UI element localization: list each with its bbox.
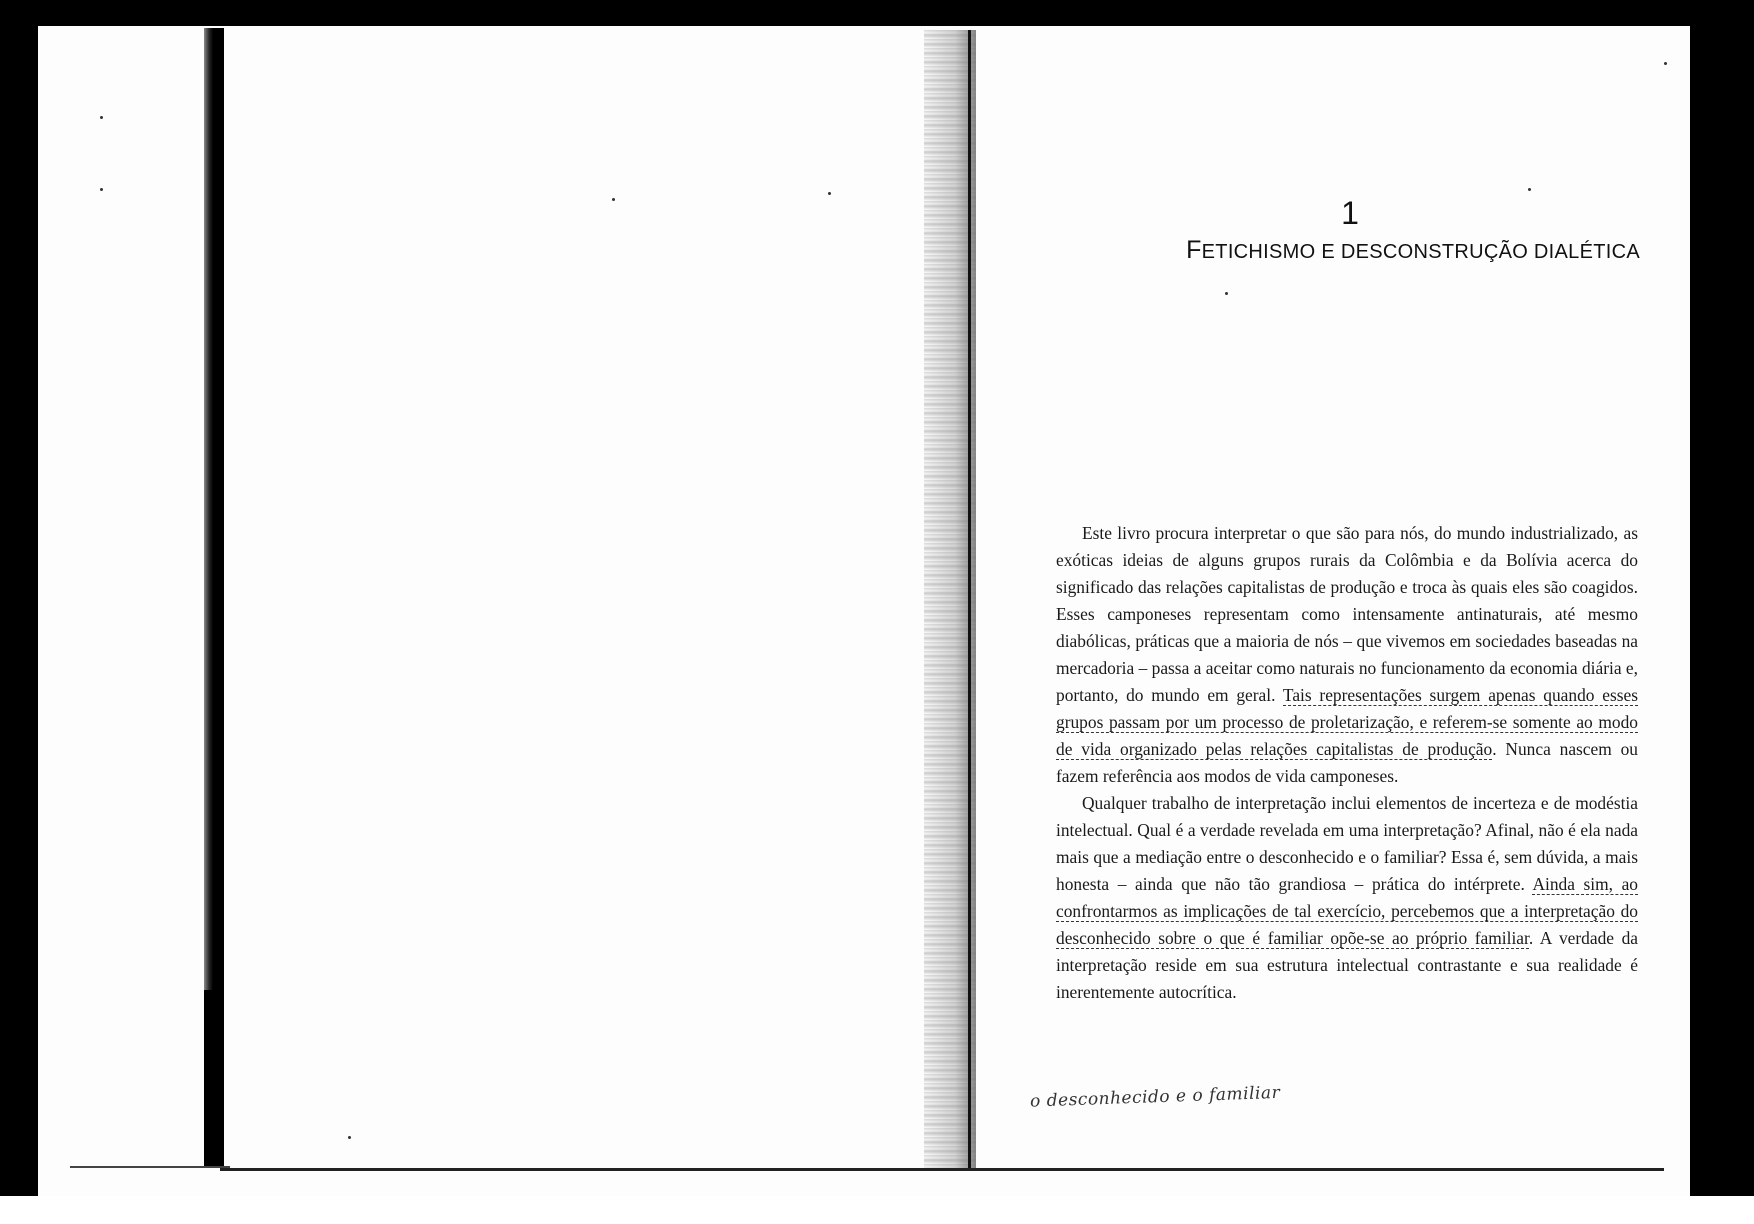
chapter-number: 1 [1341, 195, 1359, 231]
scan-speck [100, 116, 103, 119]
scan-speck [612, 198, 615, 201]
paragraph-2 [1056, 790, 1638, 1006]
chapter-title-rest: ETICHISMO E DESCONSTRUÇÃO DIALÉTICA [1201, 241, 1640, 263]
handwritten-annotation: o desconhecido e o familiar [1029, 1082, 1281, 1112]
page-bottom-edge [220, 1168, 1664, 1171]
scan-top-border [0, 0, 1754, 26]
chapter-body [1056, 520, 1638, 1006]
scan-speck [1664, 62, 1667, 65]
scan-speck [828, 192, 831, 195]
chapter-title-initial: F [1186, 236, 1202, 264]
paragraph-2-underlined-text: Ainda sim, ao confrontarmos as implicações de tal exercício, percebemos que a interpretação do desconhecido sobre o que é familiar opõe-se ao próprio familiar [1056, 874, 1639, 948]
paragraph-1-text-end: . Nunca nascem ou fazem referência aos modos de vida camponeses. [1056, 739, 1638, 786]
paragraph-2-text-end: . A verdade da interpretação reside em sua estrutura intelectual contrastante e sua realidade é inerentemente autocrítica. [1056, 928, 1638, 1002]
page-bottom-edge-left [70, 1166, 230, 1168]
book-gutter-line [968, 30, 971, 1170]
scan-speck [100, 188, 103, 191]
scan-speck [1528, 188, 1531, 191]
scan-speck [1225, 292, 1228, 295]
chapter-title [1040, 236, 1640, 265]
paragraph-1-text: Este livro procura interpretar o que são para nós, do mundo industrializado, as exóticas ideias de alguns grupos rurais da Colômbia e da Bolívia acerca do significado das relações capitalistas de produção e troca às quais eles são coagidos. Esses camponeses representam como intensamente antinaturais, até mesmo diabólicas, práticas que a maioria de nós – que vivemos em sociedades baseadas na mercadoria – passa a aceitar como naturais no funcionamento da economia diária e, portanto, do mundo em geral. [1056, 523, 1638, 705]
scan-speck [348, 1136, 351, 1139]
paragraph-1 [1056, 520, 1638, 790]
paragraph-1-underlined-text: Tais representações surgem apenas quando esses grupos passam por um processo de proletarização, e referem-se somente ao modo de vida organizado pelas relações capitalistas de produção [1056, 685, 1638, 759]
left-page-binding-shadow-lower [204, 990, 224, 1168]
paragraph-2-text: Qualquer trabalho de interpretação inclui elementos de incerteza e de modéstia intelectual. Qual é a verdade revelada em uma interpretação? Afinal, não é ela nada mais que a mediação entre o desconhecido e o familiar? Essa é, sem dúvida, a mais honesta – ainda que não tão grandiosa – prática do intérprete. [1056, 793, 1638, 894]
scan-bottom-border [0, 1196, 1754, 1224]
